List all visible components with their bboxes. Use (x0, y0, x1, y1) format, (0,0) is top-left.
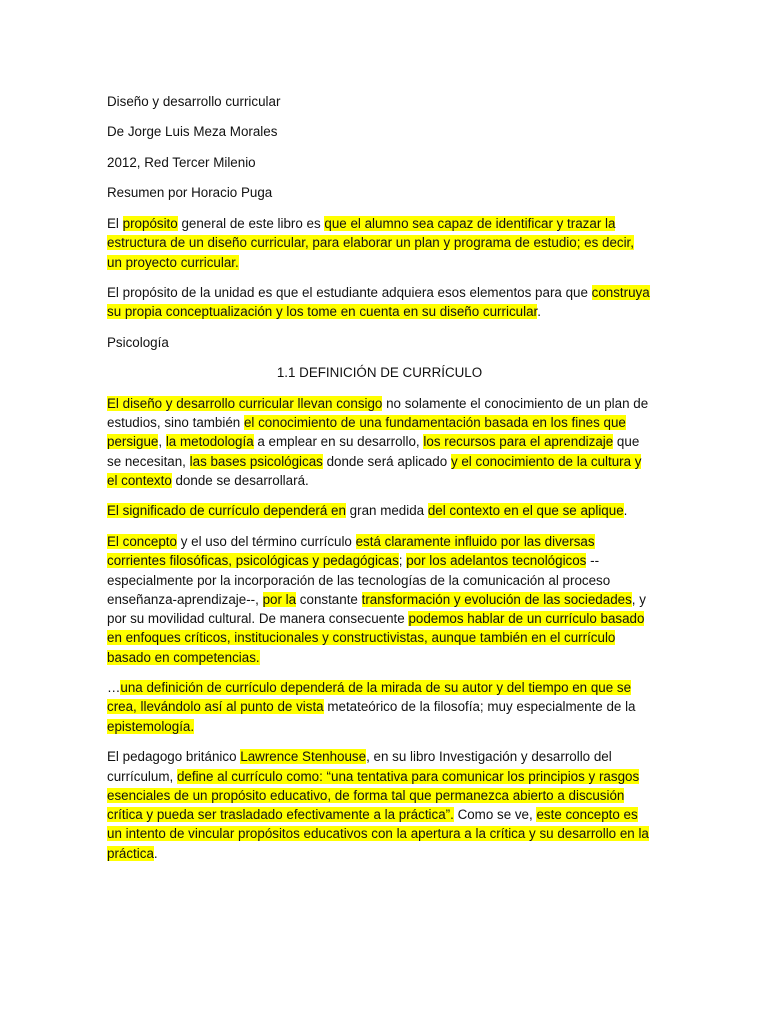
paragraph-text: El (107, 215, 123, 231)
paragraph-stenhouse (107, 747, 652, 863)
paragraph-text: . (153, 845, 158, 861)
highlighted-text: El significado de currículo dependerá en (107, 503, 346, 519)
paragraph-design-development (107, 394, 652, 490)
highlighted-text: El diseño y desarrollo curricular llevan consigo (107, 395, 383, 411)
paragraph-text: Como se ve, (453, 807, 537, 823)
highlighted-text: la metodología (165, 434, 254, 450)
highlighted-text: una definición de currículo dependerá de la mirada de su autor y del tiempo en que se crea, llevándolo así al punto de vista (107, 680, 632, 715)
highlighted-text: este concepto es un intento de vincular propósitos educativos con la apertura a la crítica y su desarrollo en la práctica (107, 807, 649, 861)
intro-paragraphs (107, 214, 652, 322)
paragraph-text: a emplear en su desarrollo, (253, 434, 424, 450)
paragraph-text: … (107, 680, 121, 696)
section-paragraphs (107, 394, 652, 863)
paragraph-text: El propósito de la unidad es que el estudiante adquiera esos elementos para que (107, 285, 592, 301)
paragraph-text: general de este libro es (177, 215, 325, 231)
paragraph-concept (107, 532, 652, 667)
highlighted-text: epistemología. (107, 718, 195, 734)
paragraph-text: , y por su movilidad cultural. De manera consecuente (107, 591, 646, 627)
paragraph-text: donde será aplicado (322, 453, 451, 469)
document-summary-by: Resumen por Horacio Puga (107, 185, 273, 201)
highlighted-text: por la (262, 591, 297, 607)
paragraph-text: metateórico de la filosofía; muy especialmente de la (323, 699, 636, 715)
paragraph-text: constante (296, 591, 362, 607)
paragraph-text: donde se desarrollará. (171, 472, 309, 488)
paragraph-text: gran medida (345, 503, 428, 519)
highlighted-text: del contexto en el que se aplique (427, 503, 624, 519)
highlighted-text: por los adelantos tecnológicos (406, 553, 587, 569)
paragraph-definition-depends (107, 678, 652, 736)
paragraph-text: , en su libro Investigación y desarrollo del currículum, (107, 749, 612, 784)
highlighted-text: el conocimiento de una fundamentación basada en los fines que persigue (107, 415, 626, 450)
paragraph-unit-purpose (107, 283, 652, 322)
paragraph-text: ; (398, 553, 407, 569)
psychology-label: Psicología (107, 334, 169, 350)
section-heading: 1.1 DEFINICIÓN DE CURRÍCULO (276, 365, 483, 381)
document-author: De Jorge Luis Meza Morales (107, 124, 278, 140)
paragraph-text: no solamente el conocimiento de un plan de estudios, sino también (107, 395, 649, 431)
highlighted-text: construya su propia conceptualización y los tome en cuenta en su diseño curricular (107, 285, 650, 320)
highlighted-text: define al currículo como: “una tentativa para comunicar los principios y rasgos esenciales de un propósito educativo, de forma tal que permanezca abierto a discusión crítica y pueda ser trasladado efectivamente a la práctica”. (107, 768, 640, 823)
paragraph-text: . (623, 503, 628, 519)
paragraph-text: y el uso del término currículo (176, 533, 356, 549)
document-publication: 2012, Red Tercer Milenio (107, 154, 256, 170)
highlighted-text: está claramente influido por las diversas corrientes filosóficas, psicológicas y pedagógicas (107, 533, 595, 569)
highlighted-text: y el conocimiento de la cultura y el contexto (107, 453, 642, 488)
highlighted-text: propósito (122, 215, 178, 231)
document-title: Diseño y desarrollo curricular (107, 94, 281, 109)
paragraph-purpose (107, 214, 652, 272)
highlighted-text: las bases psicológicas (189, 453, 323, 469)
highlighted-text: Lawrence Stenhouse (240, 749, 367, 765)
highlighted-text: transformación y evolución de las sociedades (361, 591, 632, 607)
paragraph-meaning (107, 501, 652, 520)
document-body (107, 92, 652, 874)
paragraph-text: --especialmente por la incorporación de las tecnologías de la comunicación al proceso enseñanza-aprendizaje--, (107, 553, 611, 607)
highlighted-text: El concepto (107, 533, 177, 549)
paragraph-text: que se necesitan, (107, 434, 640, 469)
highlighted-text: los recursos para el aprendizaje (423, 434, 614, 450)
paragraph-text: . (537, 304, 541, 320)
highlighted-text: que el alumno sea capaz de identificar y trazar la estructura de un diseño curricular, para elaborar un plan y programa de estudio; es decir, un proyecto curricular. (107, 215, 635, 270)
highlighted-text: podemos hablar de un currículo basado en enfoques críticos, institucionales y constructivistas, aunque también en el currículo basado en competencias. (107, 611, 645, 665)
paragraph-text: , (158, 434, 166, 450)
paragraph-text: El pedagogo británico (107, 749, 241, 765)
